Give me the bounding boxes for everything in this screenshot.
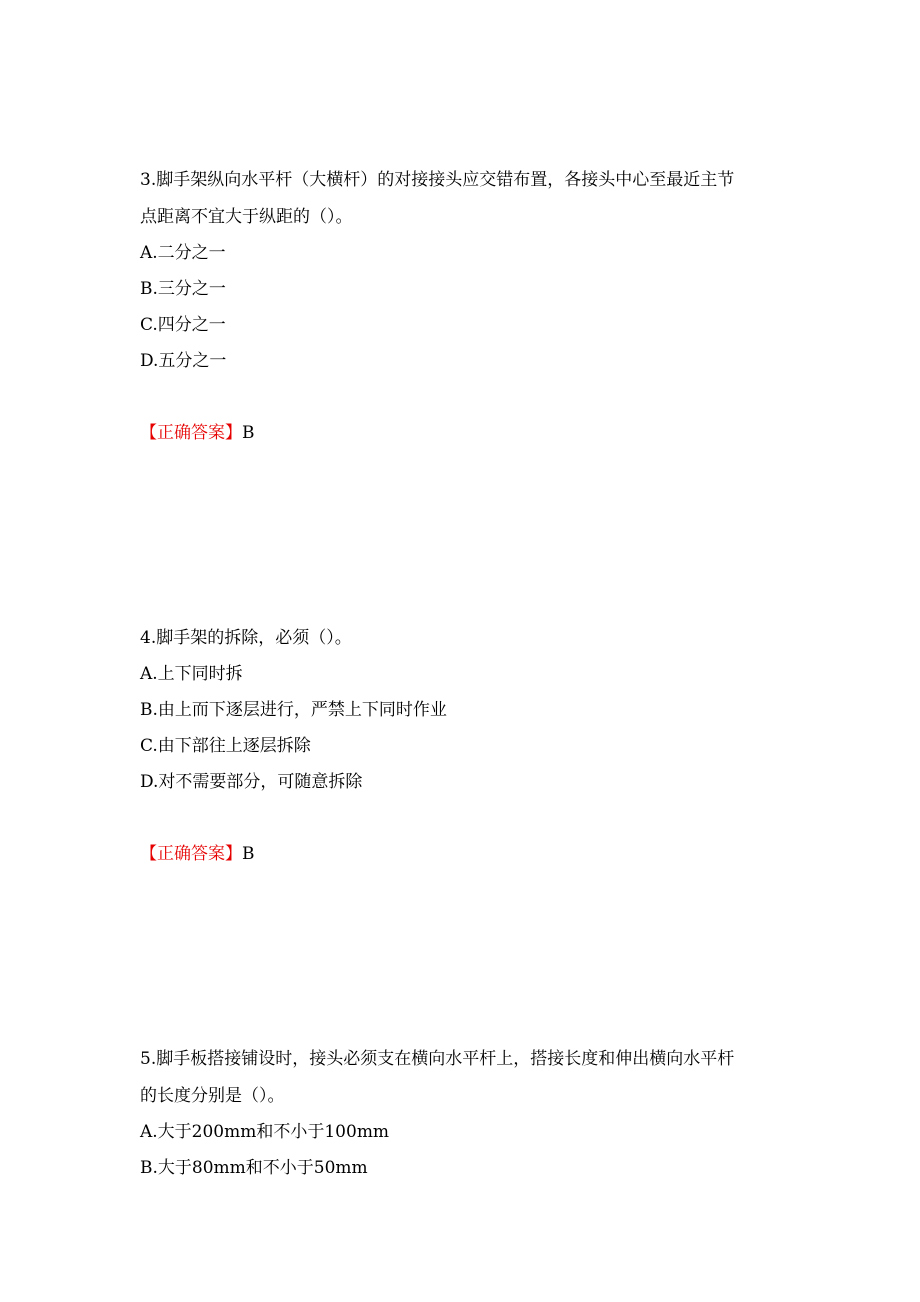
correct-answer-label: 【正确答案】: [140, 844, 242, 864]
question-stem-line: 4.脚手架的拆除，必须（）。: [140, 628, 352, 648]
option-a: A.二分之一: [140, 243, 226, 263]
question-stem-line: 点距离不宜大于纵距的（）。: [140, 207, 353, 227]
option-c: C.四分之一: [140, 315, 226, 335]
option-b: B.大于80mm和不小于50mm: [140, 1158, 368, 1178]
option-d: D.五分之一: [140, 351, 227, 371]
option-a: A.大于200mm和不小于100mm: [140, 1122, 390, 1142]
option-d: D.对不需要部分，可随意拆除: [140, 772, 363, 792]
option-a: A.上下同时拆: [140, 664, 243, 684]
option-c: C.由下部往上逐层拆除: [140, 736, 311, 756]
correct-answer-label: 【正确答案】: [140, 423, 242, 443]
question-stem-line: 5.脚手板搭接铺设时，接头必须支在横向水平杆上，搭接长度和伸出横向水平杆: [140, 1049, 735, 1069]
correct-answer: [140, 843, 255, 865]
correct-answer-value: B: [242, 423, 255, 443]
correct-answer-value: B: [242, 844, 255, 864]
correct-answer: [140, 422, 255, 444]
question-stem-line: 的长度分别是（）。: [140, 1086, 285, 1106]
option-b: B.由上而下逐层进行，严禁上下同时作业: [140, 700, 447, 720]
option-b: B.三分之一: [140, 279, 226, 299]
question-stem-line: 3.脚手架纵向水平杆（大横杆）的对接接头应交错布置，各接头中心至最近主节: [140, 170, 735, 190]
